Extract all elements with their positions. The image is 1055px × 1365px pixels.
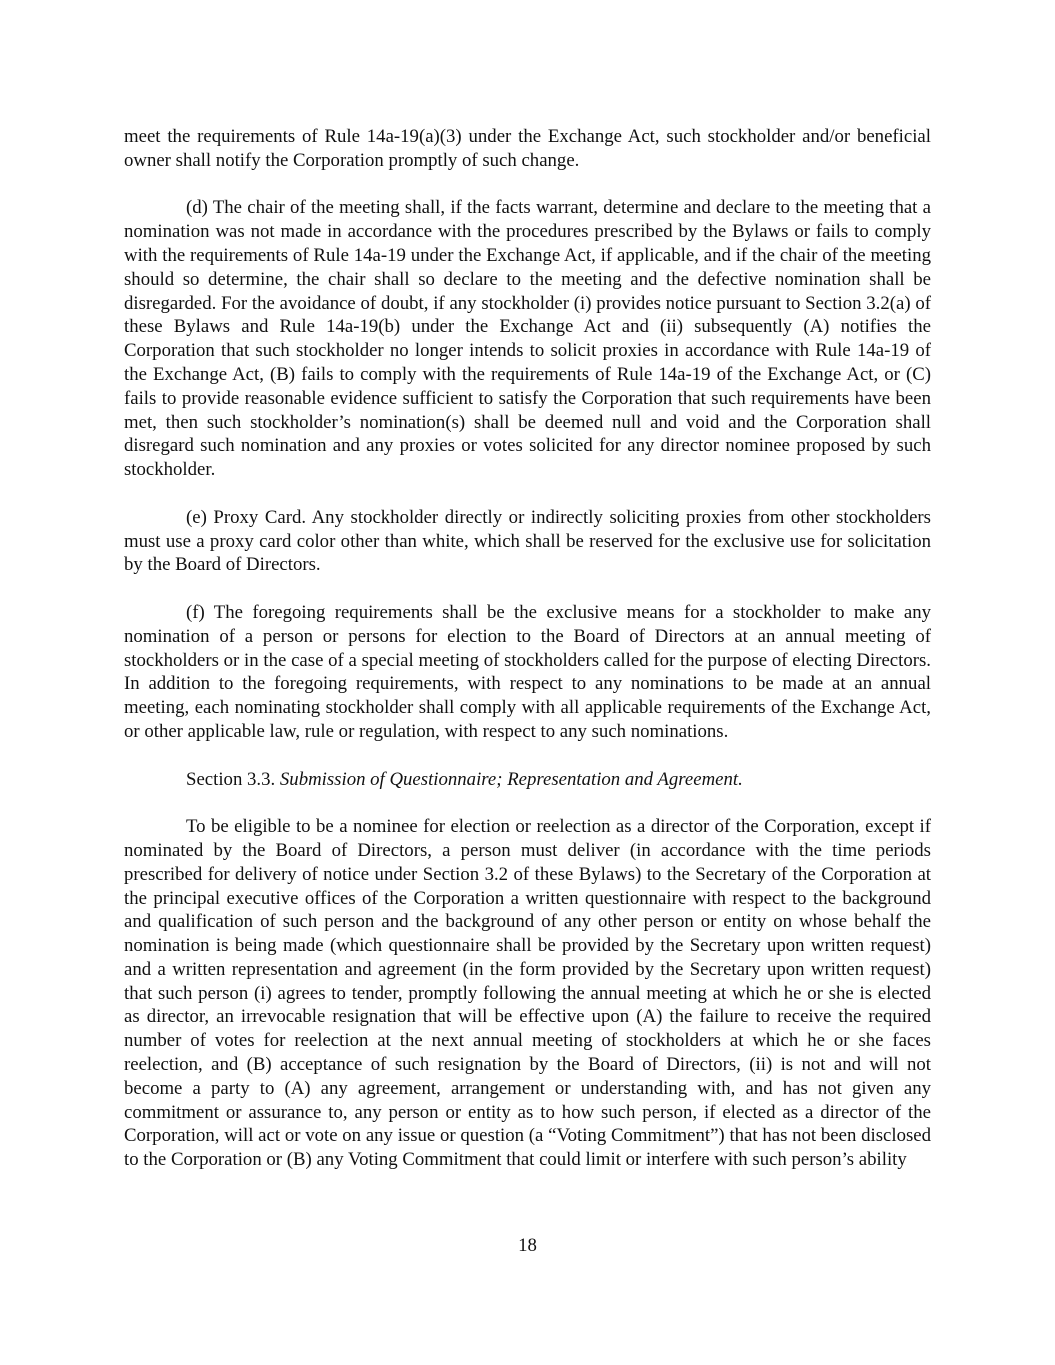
section-number: Section 3.3.: [186, 768, 276, 790]
paragraph-section-3-3: To be eligible to be a nominee for election or reelection as a director of the Corporation, except if nominated by the Board of Directors, a person must deliver (in accordance with the time periods prescribed for delivery of notice under Section 3.2 of these Bylaws) to the Secretary of the Corporation at the principal executive offices of the Corporation a written questionnaire with respect to the background and qualification of such person and the background of any other person or entity on whose behalf the nomination is being made (which questionnaire shall be provided by the Secretary upon written request) and a written representation and agreement (in the form provided by the Secretary upon written request) that such person (i) agrees to tender, promptly following the annual meeting at which he or she is elected as director, an irrevocable resignation that will be effective upon (A) the failure to receive the required number of votes for reelection at the next annual meeting of stockholders at which he or she faces reelection, and (B) acceptance of such resignation by the Board of Directors, (ii) is not and will not become a party to (A) any agreement, arrangement or understanding with, and has not given any commitment or assurance to, any person or entity as to how such person, if elected as a director of the Corporation, will act or vote on any issue or question (a “Voting Commitment”) that has not been disclosed to the Corporation or (B) any Voting Commitment that could limit or interfere with such person’s ability: [124, 816, 931, 1171]
paragraph-e-proxy-card: (e) Proxy Card. Any stockholder directly or indirectly soliciting proxies from other stockholders must use a proxy card color other than white, which shall be reserved for the exclusive use for solicitation by the Board of Directors.: [124, 506, 931, 576]
paragraph-f: (f) The foregoing requirements shall be the exclusive means for a stockholder to make any nomination of a person or persons for election to the Board of Directors at an annual meeting of stockholders or in the case of a special meeting of stockholders called for the purpose of electing Directors. In addition to the foregoing requirements, with respect to any nominations to be made at an annual meeting, each nominating stockholder shall comply with all applicable requirements of the Exchange Act, or other applicable law, rule or regulation, with respect to any such nominations.: [124, 601, 931, 742]
section-heading: [124, 768, 931, 792]
page-number: 18: [518, 1235, 537, 1256]
paragraph-continuation: meet the requirements of Rule 14a-19(a)(3) under the Exchange Act, such stockholder and/or beneficial owner shall notify the Corporation promptly of such change.: [124, 126, 931, 171]
paragraph-d: (d) The chair of the meeting shall, if the facts warrant, determine and declare to the meeting that a nomination was not made in accordance with the procedures prescribed by the Bylaws or fails to comply with the requirements of Rule 14a-19 under the Exchange Act, if applicable, and if the chair of the meeting should so determine, the chair shall so declare to the meeting and the defective nomination shall be disregarded. For the avoidance of doubt, if any stockholder (i) provides notice pursuant to Section 3.2(a) of these Bylaws and Rule 14a-19(b) under the Exchange Act and (ii) subsequently (A) notifies the Corporation that such stockholder no longer intends to solicit proxies in accordance with Rule 14a-19 of the Exchange Act, (B) fails to comply with the requirements of Rule 14a-19 of the Exchange Act, or (C) fails to provide reasonable evidence sufficient to satisfy the Corporation that such requirements have been met, then such stockholder’s nomination(s) shall be deemed null and void and the Corporation shall disregard such nomination and any proxies or votes solicited for any director nominee proposed by such stockholder.: [124, 197, 931, 481]
document-body: [124, 125, 931, 1172]
section-title: Submission of Questionnaire; Representation and Agreement.: [279, 768, 743, 790]
